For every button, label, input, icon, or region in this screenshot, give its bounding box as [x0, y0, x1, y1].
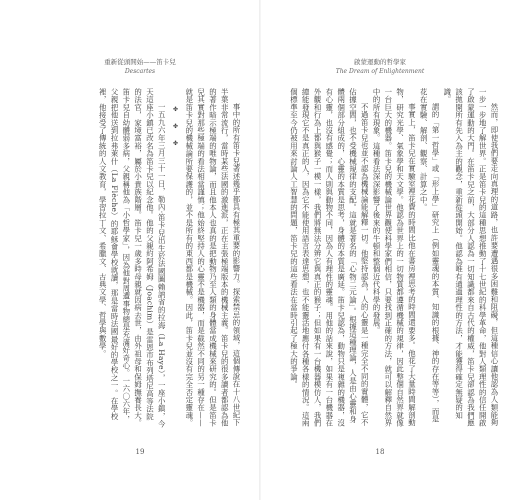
left-running-head-subtitle: Descartes — [124, 68, 156, 75]
right-running-head-subtitle: The Dream of Enlightenment — [335, 68, 425, 75]
right-body-text — [285, 88, 500, 428]
right-paragraph: 不過笛卡兒也並不認為機械論能解釋一切。他堅持認為，人的心靈是一種完全不同的實體，它不佔據空間，也不受機械規律的支配。這就是著名的「心物二元論」。根據這種理論，人是由心靈和身體兩個部分組成的，心靈的本質是思考，身體的本質是廣延。笛卡兒認為，動物只是複雜的機器，沒有心靈，也沒有感覺；而人則與動物不同，因為人有理性的靈魂。用他的話來說，如果有一台機器在外觀和行為上都與猴子一模一樣，我們將無法分辨它與真正的猴子；但如果有一台機器模仿人，我們總能發現它不是真正的人，因為它不能使用語言表達思想，也不能靈活地應付各種各樣的情況。這兩個標準至今仍被用來討論人工智慧的問題，笛卡兒的這些看法在當時引起了極大的爭論。 — [289, 88, 370, 427]
left-paragraph: 事中的所有笛卡兒著述幾乎都具有極其重要的影響力。探索禁忌的領域，這個傳說在十八世紀下半葉非常流行，當時某些法國的激進派，正在主張極端版本的機械主義。笛卡兒的很多讀者都認為他的著作暗示極端的唯物論，而且他本人也真的是把動物乃至人類的身體當成機械來研究的。但是笛卡兒其實對那些極端的看法相當謹慎；他始終堅持人的心靈不是機器，而是截然不同的另一種存在——就是笛卡兒的機械論所要保護的，並不是所有的東西都是機械。因此，笛卡兒並沒有完全否定靈魂。 — [184, 88, 241, 427]
left-body-text — [30, 88, 242, 428]
left-running-head-title: 重新從頭開始——笛卡兒 — [104, 58, 176, 66]
left-paragraph: 一五九六年三月三十一日，勒內‧笛卡兒出生於法國圖賴訥省的拉海（La Haye），一座小鎮，今天這座小鎮已改名為笛卡兒以紀念他。他的父親約阿希姆（Joachim）是雷恩市布列塔尼高等法院的法官，家境富裕，屬於小貴族階層。笛卡兒一歲多時母親就因病去世，由外祖母和保姆撫養長大。笛卡兒自幼體弱多病，父親稱他為「小哲學家」，因為他對周遭事物總是充滿好奇心。一六〇六年，父親把他送到拉弗萊什（La Flèche）的耶穌會學校就讀，那是當時法國最好的學校之一。在學校裡，他接受了傳統的人文教育，學習拉丁文、希臘文、古典文學、哲學與數學。 — [98, 88, 167, 428]
right-page — [260, 0, 520, 500]
right-paragraph: 謂的「第一哲學」或「形上學」研究上（例如靈魂的本質、知識的根據、神的存在等等），而是花在實驗、解剖、觀察、計算之中。 — [419, 88, 441, 423]
right-paragraph: 事實上，笛卡兒在實驗室裡花費的時間比他在書房裡思考的時間還要多。他花了大量時間解剖動物，研究光學、氣象學和天文學。他認為世界上的一切物質都遵循機械的規律，因此整個自然界就像一台巨大的機器。笛卡兒的機械論世界觀使科學家們相信，只要找到正確的方法，就可以解釋自然界中的所有現象。這種看法深深影響了後來的牛頓和整個近代科學的發展。 — [372, 88, 417, 427]
right-paragraph: 然而，即使我們要走向真理的道路，也許要遭遇很多困難和阻礙，但這種信心讓他認為人類能夠一步一步地了解世界。正是笛卡兒的這種思想推動了十七世紀的科學革命，他對人類理性的信任開啟了啟蒙運動的大門。在笛卡兒之前，大部分人認為一切知識都來自古代的權威，笛卡兒卻認為我們應該拋開所有先入為主的觀念，重新從頭開始。他認為唯有通過理性的方法，才能獲得確定無疑的知識。 — [442, 88, 499, 427]
right-page-number: 18 — [375, 448, 385, 456]
right-running-head — [300, 58, 460, 76]
section-separator: ✤ ✤ ✤ — [172, 106, 180, 151]
left-page-number: 19 — [135, 448, 145, 456]
right-running-head-title: 啟蒙運動的哲學家 — [354, 58, 406, 66]
left-running-head — [60, 58, 220, 76]
